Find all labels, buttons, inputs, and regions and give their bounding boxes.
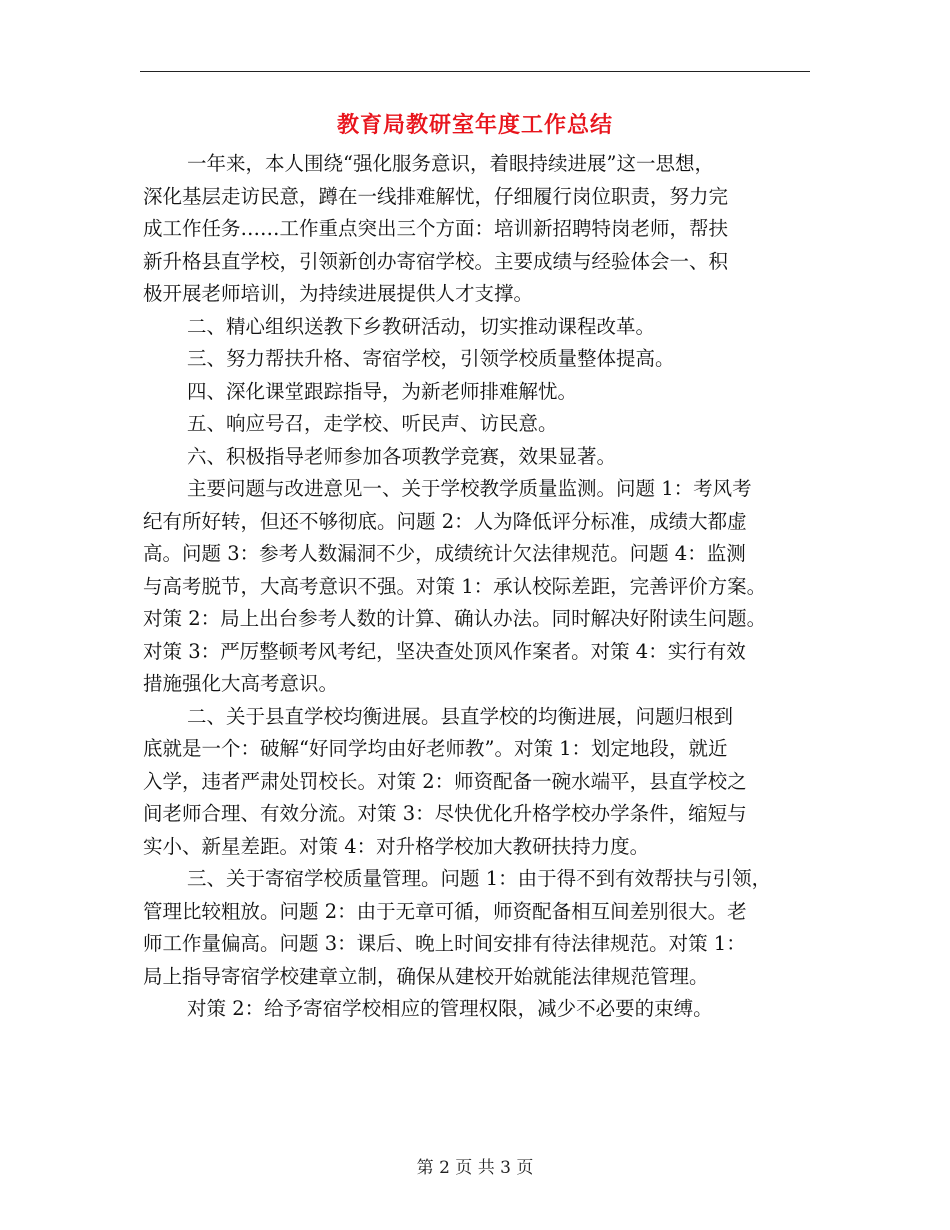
body-line: 间老师合理、有效分流。对策 3：尽快优化升格学校办学条件，缩短与 — [143, 802, 747, 825]
body-line: 二、精心组织送教下乡教研活动，切实推动课程改革。 — [187, 314, 656, 338]
body-line: 主要问题与改进意见一、关于学校教学质量监测。问题 1：考风考 — [187, 477, 752, 500]
document-body — [143, 148, 815, 1026]
page-number: 第 2 页 共 3 页 — [416, 1158, 534, 1178]
body-line: 纪有所好转，但还不够彻底。问题 2：人为降低评分标准，成绩大都虚 — [143, 509, 747, 533]
body-line: 管理比较粗放。问题 2：由于无章可循，师资配备相互间差别很大。老 — [143, 899, 747, 923]
header-rule — [140, 71, 810, 72]
body-line: 实小、新星差距。对策 4：对升格学校加大教研扶持力度。 — [143, 834, 650, 858]
body-line: 三、努力帮扶升格、寄宿学校，引领学校质量整体提高。 — [187, 347, 675, 370]
body-line: 一年来，本人围绕“强化服务意识，着眼持续进展”这一思想， — [187, 152, 714, 175]
body-line: 与高考脱节，大高考意识不强。对策 1：承认校际差距，完善评价方案。 — [143, 574, 767, 598]
body-line: 极开展老师培训，为持续进展提供人才支撑。 — [143, 282, 534, 305]
body-line: 局上指导寄宿学校建章立制，确保从建校开始就能法律规范管理。 — [143, 964, 709, 988]
body-line: 六、积极指导老师参加各项教学竞赛，效果显著。 — [187, 444, 617, 468]
body-line: 入学，违者严肃处罚校长。对策 2：师资配备一碗水端平，县直学校之 — [143, 769, 747, 793]
body-line: 底就是一个：破解“好同学均由好老师教”。对策 1：划定地段，就近 — [143, 737, 728, 760]
body-line: 二、关于县直学校均衡进展。县直学校的均衡进展，问题归根到 — [187, 704, 734, 728]
body-line: 五、响应号召，走学校、听民声、访民意。 — [187, 412, 558, 435]
body-line: 成工作任务……工作重点突出三个方面：培训新招聘特岗老师，帮扶 — [143, 217, 729, 240]
body-line: 对策 2：给予寄宿学校相应的管理权限，减少不必要的束缚。 — [187, 997, 713, 1020]
body-line: 对策 3：严厉整顿考风考纪，坚决查处顶风作案者。对策 4：实行有效 — [143, 639, 746, 663]
body-line: 措施强化大高考意识。 — [143, 672, 339, 695]
body-line: 三、关于寄宿学校质量管理。问题 1：由于得不到有效帮扶与引领， — [187, 867, 772, 890]
body-line: 四、深化课堂跟踪指导，为新老师排难解忧。 — [187, 379, 578, 403]
body-line: 高。问题 3：参考人数漏洞不少，成绩统计欠法律规范。问题 4：监测 — [143, 542, 746, 565]
body-line: 对策 2：局上出台参考人数的计算、确认办法。同时解决好附读生问题。 — [143, 607, 767, 630]
body-line: 师工作量偏高。问题 3：课后、晚上时间安排有待法律规范。对策 1： — [143, 932, 746, 955]
body-line: 深化基层走访民意，蹲在一线排难解忧，仔细履行岗位职责，努力完 — [143, 184, 729, 208]
document-title: 教育局教研室年度工作总结 — [336, 112, 613, 138]
body-line: 新升格县直学校，引领新创办寄宿学校。主要成绩与经验体会一、积 — [143, 249, 729, 273]
